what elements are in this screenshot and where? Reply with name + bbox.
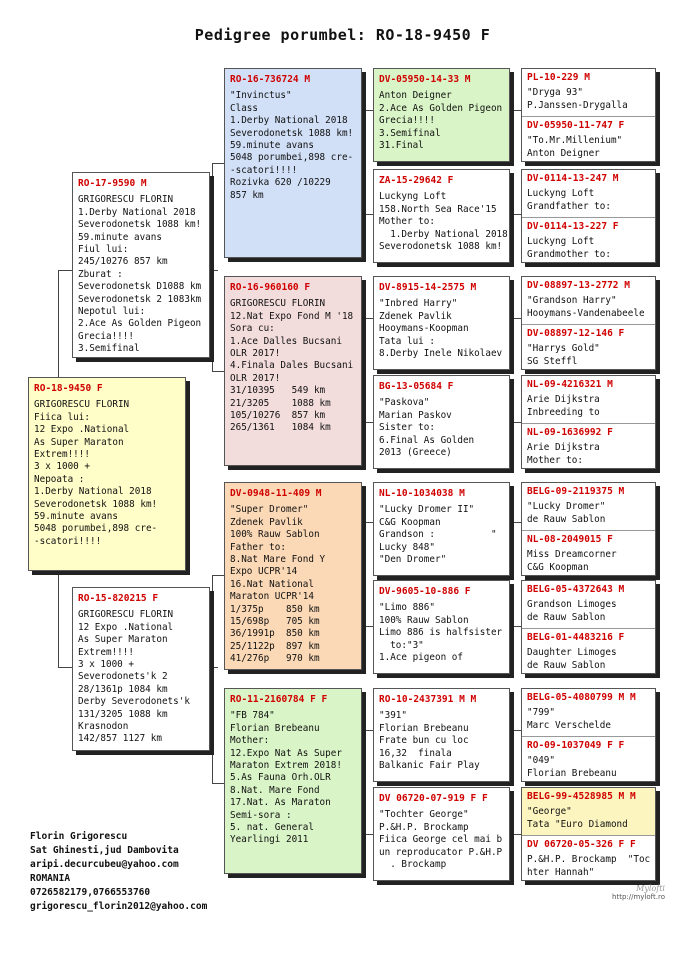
ring-number: DV-8915-14-2575 M [379, 282, 477, 293]
info-line: Nepoata : [34, 473, 85, 485]
info-line: Arie Dijkstra [527, 394, 600, 406]
info-line: Sister to: [379, 422, 435, 434]
info-line: Zdenek Pavlik [379, 310, 452, 322]
ss-dam-card [373, 169, 510, 263]
gen5-entry [522, 69, 655, 116]
gen5-entry [522, 423, 655, 469]
info-line: 265/1361 1084 km [230, 422, 331, 434]
ring-number: RO-10-2437391 M M [379, 694, 477, 705]
gen5-pair-card [521, 482, 656, 576]
connector [212, 270, 218, 271]
info-line: 1.Derby National 2018 [379, 228, 508, 240]
info-line: Anton Deigner [379, 90, 452, 102]
dam-sire-card [224, 482, 362, 670]
info-line: Severodonetsk 1088 km! [78, 219, 202, 231]
info-line: 105/10276 857 km [230, 410, 326, 422]
info-line: P.&H.P. Brockamp "Toc [527, 854, 651, 866]
software-credit [595, 884, 665, 901]
gen5-entry [522, 835, 655, 881]
ring-number: RO-16-960160 F [230, 282, 311, 293]
ring-number: DV-08897-12-146 F [527, 328, 625, 339]
info-line: 5048 porumbei,898 cre- [230, 152, 354, 164]
connector [212, 163, 224, 164]
info-line: Fiica George cel mai b [379, 834, 503, 846]
connector [212, 783, 224, 784]
info-line: Fiica lui: [34, 411, 90, 423]
ring-number: RO-17-9590 M [78, 178, 147, 189]
info-line: de Rauw Sablon [527, 513, 606, 525]
dam-card [72, 587, 210, 751]
ring-number: DV 06720-05-326 F F [527, 839, 636, 850]
connector [58, 270, 72, 271]
dd-dam-card [373, 787, 510, 881]
info-line: 8.Nat Mare Fond Y [230, 554, 326, 566]
ring-number: BELG-05-4372643 M [527, 584, 625, 595]
connector [58, 270, 59, 380]
info-line: 5. nat. General [230, 822, 314, 834]
info-line: Zdenek Pavlik [230, 516, 303, 528]
info-line: Grandson Limoges [527, 599, 617, 611]
info-line: Mother to: [379, 216, 435, 228]
info-line: Derby Severodonets'k [78, 696, 190, 708]
info-line: GRIGORESCU FLORIN [78, 194, 174, 206]
ring-number: ZA-15-29642 F [379, 175, 454, 186]
info-line: 158.North Sea Race'15 [379, 203, 497, 215]
info-line: Hooymans-Vandenabeele [527, 307, 645, 319]
info-line: "Invinctus" [230, 90, 292, 102]
breeder-contact [30, 830, 207, 914]
credit-signature: Mylofti [636, 884, 665, 893]
info-line: Father to: [230, 541, 286, 553]
credit-url-link[interactable]: http://myloft.ro [612, 893, 665, 901]
info-line: 4.Finala Dales Bucsani [230, 360, 354, 372]
info-line: Krasnodon [78, 721, 129, 733]
info-line: Extrem!!!! [34, 449, 90, 461]
info-line: Inbreeding to [527, 406, 600, 418]
gen5-entry [522, 736, 655, 782]
gen5-pair-card [521, 169, 656, 263]
connector [212, 371, 224, 372]
ring-number: DV-0114-13-227 F [527, 221, 619, 232]
info-line: -scatori!!!! [34, 535, 102, 547]
connector [512, 730, 521, 731]
info-line: As Super Maraton [34, 436, 124, 448]
connector [365, 214, 373, 215]
info-line: Florian Brebeanu [230, 722, 320, 734]
info-line: "Den Dromer" [379, 554, 447, 566]
gen5-entry [522, 581, 655, 628]
info-line: 31/10395 549 km [230, 385, 326, 397]
info-line: Severodonetsk 1088 km! [379, 241, 503, 253]
subject-pigeon-card [28, 377, 186, 571]
info-line: Semi-sora : [230, 809, 292, 821]
connector [512, 522, 521, 523]
info-line: Severodonetsk 2 1083km [78, 293, 202, 305]
breeder-name: Florin Grigorescu [30, 831, 128, 842]
info-line: OLR 2017! [230, 348, 281, 360]
connector [212, 667, 218, 668]
ring-number: BELG-05-4080799 M M [527, 692, 636, 703]
connector [58, 667, 72, 668]
ring-number: DV-05950-11-747 F [527, 120, 625, 131]
ring-number: BG-13-05684 F [379, 381, 454, 392]
info-line: Miss Dreamcorner [527, 549, 617, 561]
info-line: Maraton UCPR'14 [230, 591, 314, 603]
gen5-entry [522, 116, 655, 162]
dd-sire-card [373, 688, 510, 782]
dam-dam-card [224, 688, 362, 874]
info-line: 5.As Fauna Orh.OLR [230, 772, 331, 784]
info-line: 2.Ace As Golden Pigeon [78, 318, 202, 330]
sire-dam-card [224, 276, 362, 466]
connector [365, 730, 373, 731]
info-line: de Rauw Sablon [527, 611, 606, 623]
info-line: 100% Rauw Sablon [379, 614, 469, 626]
connector [365, 834, 373, 835]
info-line: Severodonets'k 2 [78, 671, 168, 683]
info-line: Arie Dijkstra [527, 442, 600, 454]
info-line: "Tochter George" [379, 809, 469, 821]
breeder-country: ROMANIA [30, 873, 71, 884]
ring-number: BELG-09-2119375 M [527, 486, 625, 497]
info-line: Zburat : [78, 268, 123, 280]
info-line: 59.minute avans [230, 140, 314, 152]
info-line: As Super Maraton [78, 634, 168, 646]
info-line: 142/857 1127 km [78, 733, 162, 745]
info-line: Frate bun cu loc [379, 735, 469, 747]
info-line: Sora cu: [230, 323, 275, 335]
info-line: de Rauw Sablon [527, 659, 606, 671]
ring-number: NL-09-1636992 F [527, 427, 613, 438]
info-line: 1.Derby National 2018 [34, 486, 152, 498]
info-line: 3.Semifinal [78, 343, 140, 355]
info-line: 31.Final [379, 140, 424, 152]
info-line: 3.Semifinal [379, 127, 441, 139]
ring-number: DV-9605-10-886 F [379, 586, 471, 597]
info-line: Rozivka 620 /10229 [230, 177, 331, 189]
ss-sire-card [373, 68, 510, 162]
connector [212, 575, 213, 783]
info-line: C&G Koopman [379, 516, 441, 528]
ring-number: PL-10-229 M [527, 72, 590, 83]
ring-number: DV-08897-13-2772 M [527, 280, 630, 291]
info-line: Severodonetsk 1088 km! [34, 498, 158, 510]
info-line: 1.Derby National 2018 [230, 115, 348, 127]
connector [365, 422, 373, 423]
info-line: 16.Nat National [230, 578, 314, 590]
info-line: Luckyng Loft [527, 188, 595, 200]
info-line: 17.Nat. As Maraton [230, 797, 331, 809]
ring-number: BELG-01-4483216 F [527, 632, 625, 643]
info-line: Severodonetsk D1088 km [78, 281, 202, 293]
info-line: . Brockamp [379, 859, 447, 871]
info-line: Tata "Euro Diamond [527, 818, 628, 830]
info-line: hter Hannah" [527, 866, 595, 878]
info-line: Severodonetsk 1088 km! [230, 127, 354, 139]
info-line: 1.Ace Dalles Bucsani [230, 335, 342, 347]
connector [512, 626, 521, 627]
gen5-pair-card [521, 276, 656, 370]
page-title: Pedigree porumbel: RO-18-9450 F [194, 26, 491, 44]
info-line: Luckyng Loft [379, 191, 447, 203]
info-line: 25/1122p 897 km [230, 640, 320, 652]
info-line: 5048 porumbei,898 cre- [34, 523, 158, 535]
gen5-pair-card [521, 68, 656, 162]
info-line: "Inbred Harry" [379, 298, 458, 310]
gen5-entry [522, 170, 655, 217]
info-line: P.&H.P. Brockamp [379, 821, 469, 833]
info-line: Anton Deigner [527, 147, 600, 159]
info-line: Luckyng Loft [527, 236, 595, 248]
breeder-email-link[interactable]: grigorescu_florin2012@yahoo.com [30, 901, 208, 912]
info-line: "Grandson Harry" [527, 295, 617, 307]
info-line: Grecia!!!! [78, 330, 134, 342]
info-line: un reproducator P.&H.P [379, 846, 503, 858]
connector [365, 318, 366, 422]
gen5-entry [522, 217, 655, 263]
ring-number: BELG-99-4528985 M M [527, 791, 636, 802]
info-line: 857 km [230, 189, 264, 201]
connector [365, 522, 373, 523]
info-line: to:"3" [379, 639, 424, 651]
ring-number: NL-08-2049015 F [527, 534, 613, 545]
info-line: 1.Ace pigeon of [379, 652, 463, 664]
connector [365, 318, 373, 319]
info-line: Marian Paskov [379, 409, 452, 421]
info-line: "049" [527, 755, 555, 767]
info-line: 245/10276 857 km [78, 256, 168, 268]
info-line: "391" [379, 710, 407, 722]
gen5-entry [522, 530, 655, 576]
info-line: "Lucky Dromer II" [379, 504, 475, 516]
connector [512, 834, 521, 835]
info-line: 12 Expo .National [78, 621, 174, 633]
connector [212, 163, 213, 371]
connector [362, 162, 366, 163]
info-line: 12 Expo .National [34, 424, 130, 436]
gen5-entry [522, 628, 655, 674]
ring-number: DV 06720-07-919 F F [379, 793, 488, 804]
ring-number: RO-11-2160784 F F [230, 694, 328, 705]
info-line: 21/3205 1088 km [230, 397, 331, 409]
gen5-pair-card [521, 580, 656, 674]
connector [365, 626, 373, 627]
gen5-pair-card [521, 688, 656, 782]
ds-dam-card [373, 580, 510, 674]
info-line: "FB 784" [230, 710, 275, 722]
info-line: 41/276p 970 km [230, 653, 320, 665]
info-line: "799" [527, 707, 555, 719]
info-line: GRIGORESCU FLORIN [34, 399, 130, 411]
sd-dam-card [373, 375, 510, 469]
info-line: 12.Expo Nat As Super [230, 747, 342, 759]
info-line: Maraton Extrem 2018! [230, 760, 342, 772]
info-line: Fiul lui: [78, 244, 129, 256]
info-line: Grandson : " [379, 529, 497, 541]
info-line: 59.minute avans [34, 511, 118, 523]
info-line: 1.Derby National 2018 [78, 206, 196, 218]
connector [365, 522, 366, 626]
info-line: 2013 (Greece) [379, 447, 452, 459]
info-line: "Limo 886" [379, 602, 435, 614]
info-line: P.Janssen-Drygalla [527, 99, 628, 111]
breeder-phone: 0726582179,0766553760 [30, 887, 151, 898]
info-line: -scatori!!!! [230, 164, 298, 176]
gen5-entry [522, 277, 655, 324]
info-line: "To.Mr.Millenium" [527, 135, 623, 147]
info-line: Tata lui : [379, 335, 435, 347]
info-line: Hooymans-Koopman [379, 323, 469, 335]
info-line: Yearlingi 2011 [230, 834, 309, 846]
info-line: Marc Verschelde [527, 719, 611, 731]
gen5-pair-card [521, 787, 656, 881]
info-line: Grandmother to: [527, 248, 611, 260]
sd-sire-card [373, 276, 510, 370]
connector [212, 575, 224, 576]
info-line: Limo 886 is halfsister [379, 627, 503, 639]
info-line: Florian Brebeanu [527, 767, 617, 779]
info-line: Florian Brebeanu [379, 722, 469, 734]
info-line: 1/375p 850 km [230, 603, 320, 615]
info-line: 15/698p 705 km [230, 616, 320, 628]
ring-number: DV-0948-11-409 M [230, 488, 322, 499]
info-line: 3 x 1000 + [78, 659, 134, 671]
ring-number: NL-09-4216321 M [527, 379, 613, 390]
info-line: 100% Rauw Sablon [230, 529, 320, 541]
info-line: 6.Final As Golden [379, 434, 475, 446]
connector [512, 214, 521, 215]
info-line: "George" [527, 806, 572, 818]
connector [512, 318, 521, 319]
info-line: 36/1991p 850 km [230, 628, 320, 640]
info-line: 3 x 1000 + [34, 461, 90, 473]
info-line: Expo UCPR'14 [230, 566, 298, 578]
ring-number: DV-05950-14-33 M [379, 74, 471, 85]
connector [512, 422, 521, 423]
sire-card [72, 172, 210, 358]
info-line: Daughter Limoges [527, 647, 617, 659]
info-line: Grecia!!!! [379, 115, 435, 127]
info-line: SG Steffl [527, 355, 578, 367]
info-line: Class [230, 102, 258, 114]
gen5-pair-card [521, 375, 656, 469]
info-line: Balkanic Fair Play [379, 760, 480, 772]
info-line: Lucky 848" [379, 541, 435, 553]
connector [365, 110, 373, 111]
info-line: 8.Nat. Mare Fond [230, 784, 320, 796]
ring-number: RO-16-736724 M [230, 74, 311, 85]
info-line: 12.Nat Expo Fond M '18 [230, 310, 354, 322]
ds-sire-card [373, 482, 510, 576]
ring-number: DV-0114-13-247 M [527, 173, 619, 184]
info-line: "Super Dromer" [230, 504, 309, 516]
info-line: "Dryga 93" [527, 87, 583, 99]
ring-number: NL-10-1034038 M [379, 488, 465, 499]
info-line: "Lucky Dromer" [527, 501, 606, 513]
ring-number: RO-18-9450 F [34, 383, 103, 394]
gen5-entry [522, 324, 655, 370]
info-line: "Harrys Gold" [527, 343, 600, 355]
info-line: Mother: [230, 735, 270, 747]
info-line: 16,32 finala [379, 747, 452, 759]
info-line: GRIGORESCU FLORIN [230, 298, 326, 310]
gen5-entry [522, 376, 655, 423]
breeder-email-link[interactable]: aripi.decurcubeu@yahoo.com [30, 859, 179, 870]
connector [512, 110, 521, 111]
info-line: OLR 2017! [230, 372, 281, 384]
info-line: Grandfather to: [527, 200, 611, 212]
breeder-address: Sat Ghinesti,jud Dambovita [30, 845, 179, 856]
connector [58, 574, 59, 667]
ring-number: RO-09-1037049 F F [527, 740, 625, 751]
info-line: 2.Ace As Golden Pigeon [379, 102, 503, 114]
info-line: 28/1361p 1084 km [78, 683, 168, 695]
gen5-entry [522, 689, 655, 736]
info-line: Mother to: [527, 454, 583, 466]
gen5-entry [522, 483, 655, 530]
info-line: "Paskova" [379, 397, 430, 409]
info-line: Nepotul lui: [78, 306, 146, 318]
gen5-entry [522, 788, 655, 835]
info-line: Extrem!!!! [78, 646, 134, 658]
info-line: 8.Derby Inele Nikolaev [379, 348, 503, 360]
info-line: GRIGORESCU FLORIN [78, 609, 174, 621]
info-line: C&G Koopman [527, 561, 589, 573]
ring-number: RO-15-820215 F [78, 593, 159, 604]
connector [365, 730, 366, 834]
info-line: 59.minute avans [78, 231, 162, 243]
info-line: 131/3205 1088 km [78, 708, 168, 720]
sire-sire-card [224, 68, 362, 258]
